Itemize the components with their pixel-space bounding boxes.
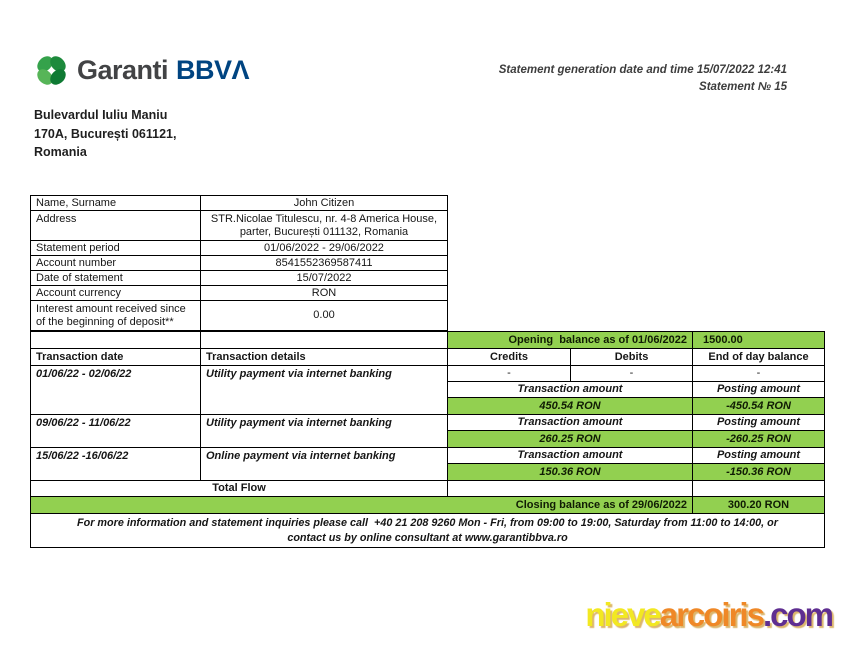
empty-cell [448, 481, 692, 496]
column-header-transaction-date: Transaction date [31, 349, 200, 365]
transaction-1-details: Utility payment via internet banking [201, 366, 447, 414]
watermark-part-arcoiris: arcoiris [659, 596, 763, 633]
posting-amount-label: Posting amount [693, 382, 824, 397]
transaction-2-details: Utility payment via internet banking [201, 415, 447, 447]
statement-footer-note [31, 514, 824, 547]
transaction-3-date: 15/06/22 -16/06/22 [31, 448, 200, 480]
transaction-3-details: Online payment via internet banking [201, 448, 447, 480]
transaction-2-date: 09/06/22 - 11/06/22 [31, 415, 200, 447]
account-info-table [30, 195, 448, 331]
closing-balance-label: Closing balance as of 29/06/2022 [31, 497, 692, 513]
statement-generation-date: Statement generation date and time 15/07/2022 12:41 [498, 64, 787, 76]
statement-number: Statement № 15 [699, 80, 787, 93]
info-value-interest-amount: 0.00 [201, 301, 447, 330]
transaction-1-end-of-day: - [693, 366, 824, 381]
bank-address [34, 106, 176, 162]
logo-text-bbva: BBVΛ [176, 55, 250, 85]
column-header-credits: Credits [448, 349, 570, 365]
empty-cell [201, 332, 447, 348]
posting-amount-label: Posting amount [693, 415, 824, 430]
statement-meta [499, 62, 787, 95]
transaction-1-amount: 450.54 RON [448, 398, 692, 414]
clover-logo-icon [33, 52, 70, 89]
logo-wordmark [77, 55, 249, 86]
watermark-part-nieve: nieve [585, 596, 660, 633]
total-flow-label: Total Flow [31, 481, 447, 496]
watermark-part-com: .com [762, 596, 832, 633]
info-label-address: Address [31, 211, 200, 240]
bank-address-line3: Romania [34, 145, 87, 159]
info-value-account-currency: RON [201, 286, 447, 300]
footer-note-line2: contact us by online consultant at www.garantibbva.ro [287, 531, 568, 544]
column-header-debits: Debits [571, 349, 692, 365]
column-header-end-of-day-balance: End of day balance [693, 349, 824, 365]
info-label-account-number: Account number [31, 256, 200, 270]
transaction-2-amount: 260.25 RON [448, 431, 692, 447]
transaction-amount-label: Transaction amount [448, 448, 692, 463]
info-label-statement-period: Statement period [31, 241, 200, 255]
opening-balance-label: Opening balance as of 01/06/2022 [448, 332, 692, 348]
info-label-name: Name, Surname [31, 196, 200, 210]
transaction-amount-label: Transaction amount [448, 415, 692, 430]
info-label-date-of-statement: Date of statement [31, 271, 200, 285]
transaction-1-posting: -450.54 RON [693, 398, 824, 414]
empty-cell [31, 332, 200, 348]
info-value-statement-period: 01/06/2022 - 29/06/2022 [201, 241, 447, 255]
logo-text-garanti: Garanti [77, 55, 169, 85]
transaction-amount-label: Transaction amount [448, 382, 692, 397]
info-value-name: John Citizen [201, 196, 447, 210]
posting-amount-label: Posting amount [693, 448, 824, 463]
garanti-bbva-logo [33, 52, 249, 89]
transaction-1-date: 01/06/22 - 02/06/22 [31, 366, 200, 414]
transaction-2-posting: -260.25 RON [693, 431, 824, 447]
closing-balance-value: 300.20 RON [693, 497, 824, 513]
bank-address-line1: Bulevardul Iuliu Maniu [34, 108, 168, 122]
transaction-1-credits: - [448, 366, 570, 381]
footer-note-line1: For more information and statement inquiries please call +40 21 208 9260 Mon - Fri, from 09:00 to 19:00, Saturday from 11:00 to 14:00, or [77, 516, 778, 529]
bank-address-line2: 170A, București 061121, [34, 126, 177, 141]
opening-balance-value: 1500.00 [693, 332, 824, 348]
empty-cell [693, 481, 824, 496]
column-header-transaction-details: Transaction details [201, 349, 447, 365]
info-value-date-of-statement: 15/07/2022 [201, 271, 447, 285]
transaction-3-amount: 150.36 RON [448, 464, 692, 480]
transaction-3-posting: -150.36 RON [693, 464, 824, 480]
transaction-1-debits: - [571, 366, 692, 381]
nievearcoiris-watermark [585, 596, 832, 634]
info-value-address: STR.Nicolae Titulescu, nr. 4-8 America House, parter, București 011132, Romania [201, 211, 447, 240]
info-value-account-number: 8541552369587411 [201, 256, 447, 270]
info-label-account-currency: Account currency [31, 286, 200, 300]
info-label-interest-amount: Interest amount received since of the beginning of deposit** [31, 301, 200, 330]
transactions-table [30, 331, 825, 548]
